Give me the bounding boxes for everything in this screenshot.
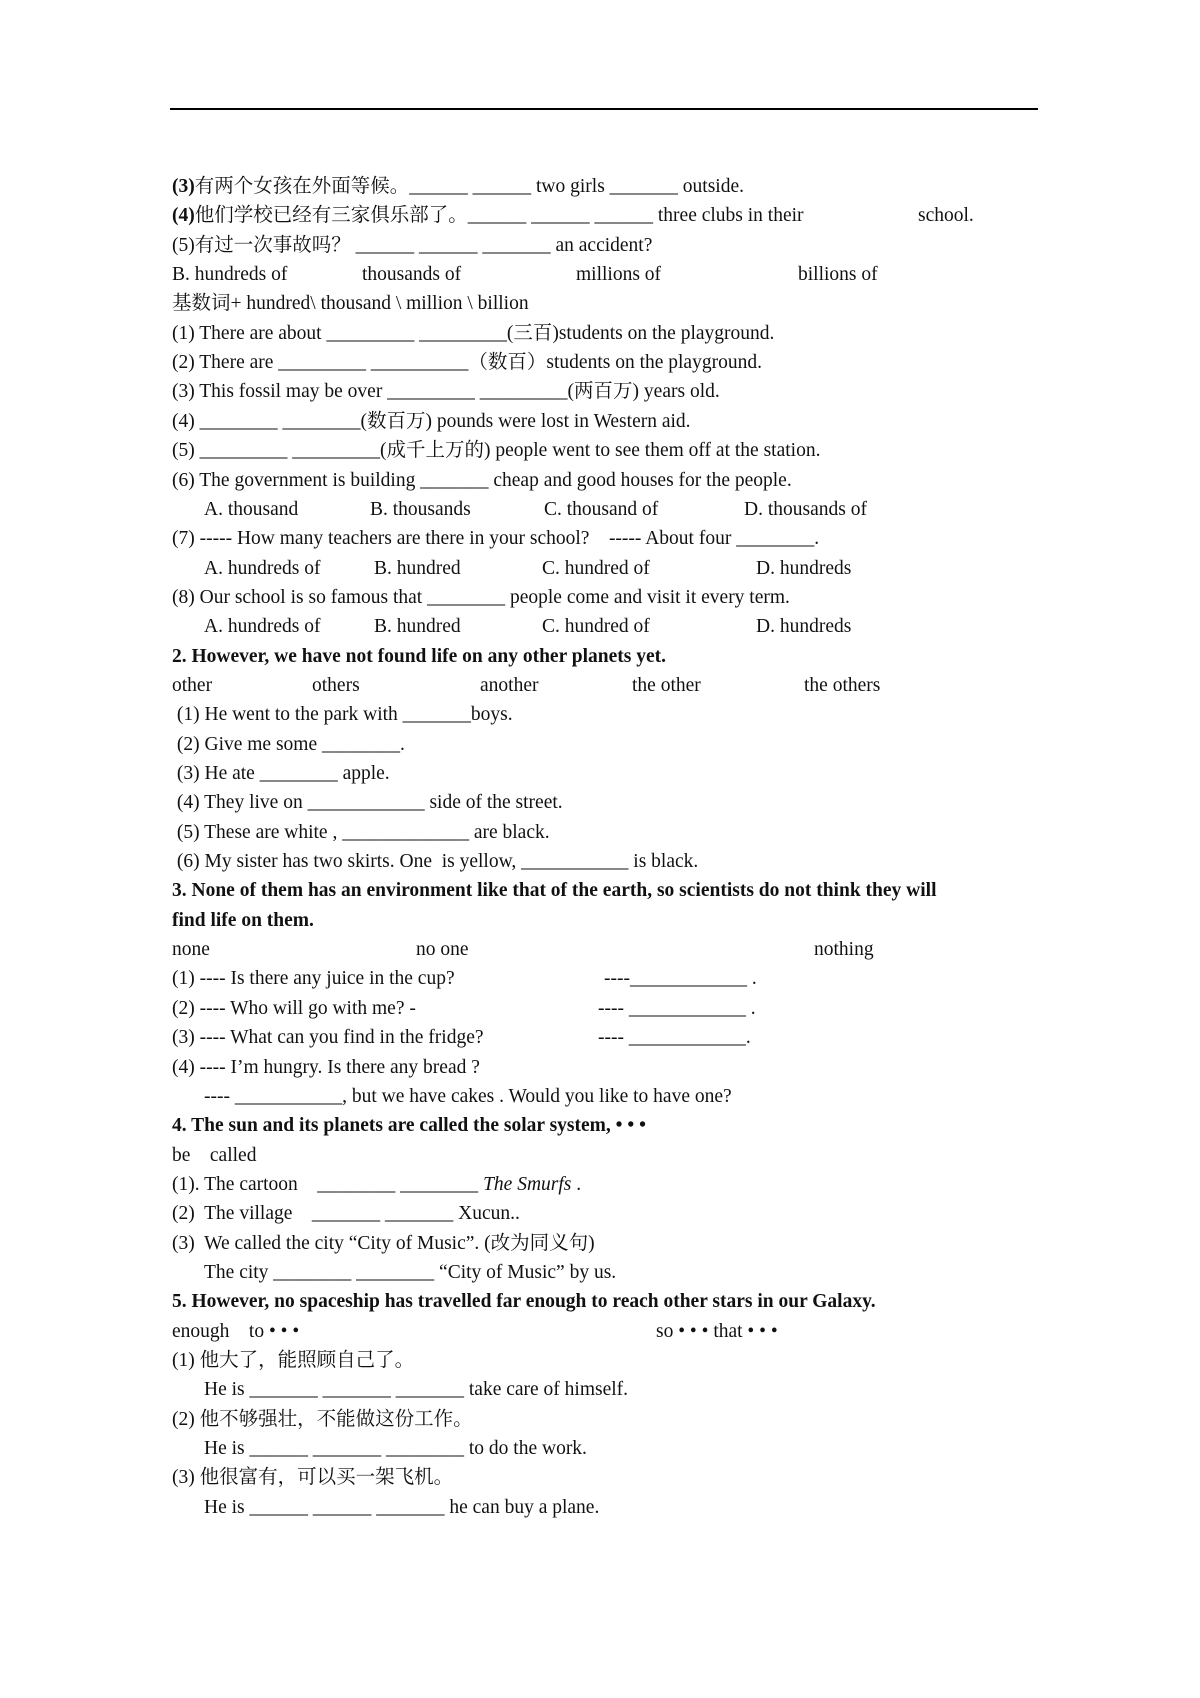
line-text: 有两个女孩在外面等候。______ ______ two girls _______ outside.: [194, 176, 744, 197]
worksheet-line: [172, 319, 1034, 348]
line-text: B. hundred: [374, 616, 461, 638]
line-text: The Smurfs: [483, 1173, 572, 1195]
worksheet-line: [172, 788, 1034, 817]
worksheet-line: [204, 612, 1034, 641]
line-text: the others: [804, 674, 881, 696]
line-text: (1) There are about _________ _________(三百)students on the playground.: [172, 322, 775, 344]
worksheet-line: [172, 671, 1034, 700]
line-text: B. hundreds of: [172, 264, 288, 286]
worksheet-line: [172, 1141, 1034, 1170]
worksheet-line: [204, 1258, 1034, 1287]
header-rule: [170, 108, 1038, 110]
worksheet-line: [172, 407, 1034, 436]
line-text: (1). The cartoon ________ ________: [172, 1173, 484, 1195]
worksheet-line: [172, 876, 1034, 905]
line-text: (4) They live on ____________ side of the street.: [172, 792, 563, 814]
line-text: school.: [918, 205, 974, 227]
line-text: .: [571, 1173, 582, 1195]
worksheet-line: [172, 348, 1034, 377]
worksheet-line: [172, 377, 1034, 406]
worksheet-line: [172, 994, 1034, 1023]
line-text: B. thousands: [370, 498, 471, 520]
worksheet-line: [172, 436, 1034, 465]
worksheet-line: [172, 289, 1034, 318]
worksheet-line: [172, 935, 1034, 964]
line-text: (6) The government is building _______ cheap and good houses for the people.: [172, 469, 792, 491]
line-text: A. thousand: [204, 498, 299, 520]
line-text: 3. None of them has an environment like that of the earth, so scientists do not think they will: [172, 880, 937, 902]
worksheet-line: [172, 964, 1034, 993]
line-text: (5) _________ _________(成千上万的) people went to see them off at the station.: [172, 440, 821, 462]
worksheet-line: [172, 1317, 1034, 1346]
worksheet-line: [172, 1229, 1034, 1258]
worksheet-line: [172, 201, 1034, 230]
line-text: (5) These are white , _____________ are black.: [172, 821, 550, 843]
line-text: (2) 他不够强壮，不能做这份工作。: [172, 1408, 473, 1430]
line-text: (2) Give me some ________.: [172, 733, 405, 755]
line-text: (2) The village _______ _______ Xucun..: [172, 1203, 520, 1225]
line-text: C. thousand of: [544, 498, 659, 520]
worksheet-line: [172, 759, 1034, 788]
line-text: (5)有过一次事故吗？ ______ ______ _______ an accident?: [172, 234, 653, 256]
line-text: another: [480, 674, 539, 696]
worksheet-line: [172, 700, 1034, 729]
line-text: find life on them.: [172, 909, 314, 931]
worksheet-line: [172, 524, 1034, 553]
line-text: (8) Our school is so famous that ________ people come and visit it every term.: [172, 586, 790, 608]
worksheet-line: [172, 1287, 1034, 1316]
worksheet-line: [172, 466, 1034, 495]
worksheet-line: [204, 554, 1034, 583]
line-text: nothing: [814, 939, 874, 961]
line-text: (3) We called the city “City of Music”. (改为同义句): [172, 1232, 595, 1254]
line-text: (7) ----- How many teachers are there in your school? ----- About four ________.: [172, 528, 820, 550]
line-text: (3) He ate ________ apple.: [172, 763, 390, 784]
line-text: (1) ---- Is there any juice in the cup?: [172, 968, 455, 990]
line-text: ----____________ .: [604, 968, 757, 990]
line-text: B. hundred: [374, 557, 461, 579]
worksheet-line: [172, 1346, 1034, 1375]
worksheet-line: [172, 172, 1034, 201]
line-text: He is ______ ______ _______ he can buy a plane.: [204, 1496, 600, 1518]
worksheet-line: [172, 1023, 1034, 1052]
worksheet-line: [172, 730, 1034, 759]
line-text: The city ________ ________ “City of Music” by us.: [204, 1261, 617, 1283]
worksheet-line: [172, 260, 1034, 289]
line-text: D. hundreds: [756, 557, 852, 579]
line-text: the other: [632, 674, 701, 696]
worksheet-line: [204, 1082, 1034, 1111]
line-text: 基数词+ hundred\ thousand \ million \ billion: [172, 293, 529, 315]
line-text: be called: [172, 1144, 257, 1166]
worksheet-line: [172, 906, 1034, 935]
worksheet-line: [172, 1463, 1034, 1492]
worksheet-line: [172, 231, 1034, 260]
line-text: He is ______ _______ ________ to do the work.: [204, 1438, 587, 1460]
line-text: (4): [172, 205, 195, 227]
line-text: (3) This fossil may be over _________ _________(两百万) years old.: [172, 381, 720, 403]
line-text: none: [172, 939, 210, 961]
line-text: A. hundreds of: [204, 557, 321, 579]
line-text: 2. However, we have not found life on any other planets yet.: [172, 645, 666, 667]
line-text: (4) ---- I’m hungry. Is there any bread ?: [172, 1056, 480, 1078]
line-text: millions of: [576, 264, 662, 286]
line-text: billions of: [798, 264, 878, 286]
line-text: (2) There are _________ __________（数百）students on the playground.: [172, 352, 762, 374]
line-text: D. thousands of: [744, 498, 867, 520]
worksheet-line: [172, 818, 1034, 847]
line-text: (3): [172, 176, 195, 197]
worksheet-line: [172, 1111, 1034, 1140]
line-text: C. hundred of: [542, 557, 650, 579]
line-text: so • • • that • • •: [656, 1320, 778, 1342]
line-text: C. hundred of: [542, 616, 650, 638]
line-text: A. hundreds of: [204, 616, 321, 638]
worksheet-line: [172, 847, 1034, 876]
line-text: (1) 他大了，能照顾自己了。: [172, 1350, 415, 1371]
line-text: (6) My sister has two skirts. One is yellow, ___________ is black.: [172, 851, 699, 873]
line-text: (2) ---- Who will go with me? -: [172, 997, 416, 1019]
worksheet-line: [172, 642, 1034, 671]
line-text: (4) ________ ________(数百万) pounds were lost in Western aid.: [172, 410, 691, 432]
line-text: ---- ___________, but we have cakes . Would you like to have one?: [204, 1085, 732, 1107]
worksheet-line: [172, 1405, 1034, 1434]
line-text: (3) 他很富有，可以买一架飞机。: [172, 1467, 454, 1489]
line-text: He is _______ _______ _______ take care of himself.: [204, 1379, 629, 1401]
line-text: D. hundreds: [756, 616, 852, 638]
worksheet-line: [172, 583, 1034, 612]
line-text: other: [172, 674, 213, 696]
line-text: 5. However, no spaceship has travelled far enough to reach other stars in our Galaxy.: [172, 1291, 876, 1313]
line-text: (3) ---- What can you find in the fridge?: [172, 1027, 484, 1049]
worksheet-line: [204, 1493, 1034, 1522]
worksheet-line: [172, 1170, 1034, 1199]
worksheet-line: [204, 495, 1034, 524]
line-text: enough to • • •: [172, 1320, 300, 1342]
worksheet-line: [172, 1053, 1034, 1082]
worksheet-line: [204, 1375, 1034, 1404]
line-text: ---- ____________.: [598, 1027, 751, 1049]
line-text: ---- ____________ .: [598, 997, 756, 1019]
line-text: no one: [416, 939, 469, 961]
line-text: others: [312, 674, 360, 696]
worksheet-line: [204, 1434, 1034, 1463]
line-text: thousands of: [362, 264, 462, 286]
line-text: 他们学校已经有三家俱乐部了。______ ______ ______ three clubs in their: [194, 205, 804, 227]
line-text: 4. The sun and its planets are called the solar system, • • •: [172, 1115, 646, 1137]
line-text: (1) He went to the park with _______boys.: [172, 704, 513, 726]
worksheet-line: [172, 1199, 1034, 1228]
